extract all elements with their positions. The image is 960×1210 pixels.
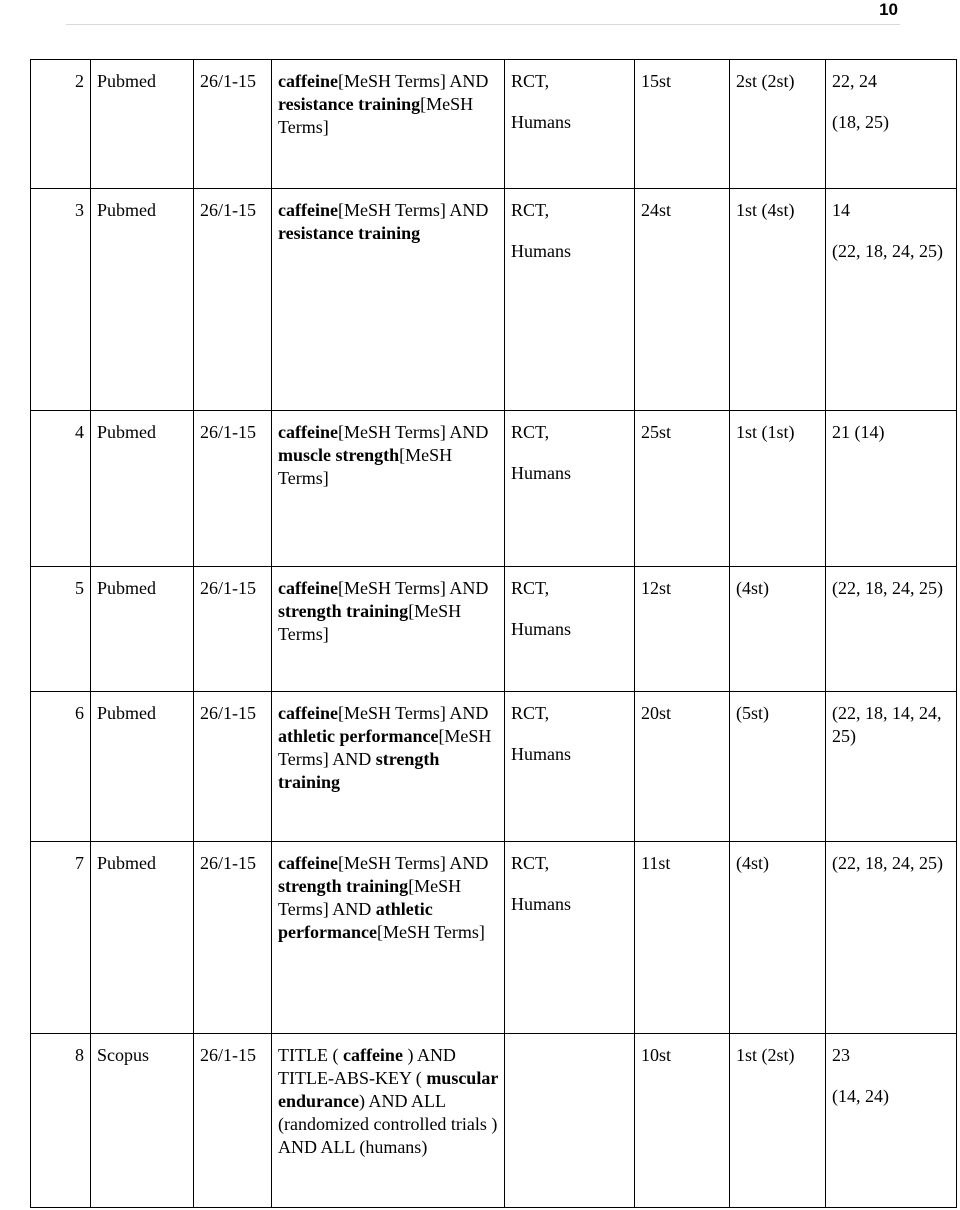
query-keyword: resistance training xyxy=(278,94,421,114)
query-keyword: strength training xyxy=(278,876,409,896)
hit-count: 15st xyxy=(635,60,730,189)
database: Scopus xyxy=(91,1034,194,1208)
row-number: 5 xyxy=(31,567,91,692)
references-main: (22, 18, 14, 24, 25) xyxy=(832,703,942,746)
query-keyword: caffeine xyxy=(342,1045,403,1065)
query-operator: [MeSH Terms] xyxy=(278,94,474,137)
database: Pubmed xyxy=(91,189,194,411)
search-query xyxy=(272,411,505,567)
references xyxy=(826,692,957,842)
database: Pubmed xyxy=(91,692,194,842)
query-keyword: athletic performance xyxy=(278,899,433,942)
hit-count: 12st xyxy=(635,567,730,692)
search-query xyxy=(272,60,505,189)
query-operator: [MeSH Terms] AND xyxy=(337,578,489,598)
query-keyword: muscle strength xyxy=(278,445,400,465)
table-row xyxy=(31,1034,957,1208)
references xyxy=(826,1034,957,1208)
query-keyword: caffeine xyxy=(278,703,338,723)
query-keyword: caffeine xyxy=(278,853,338,873)
references-sub: (22, 18, 24, 25) xyxy=(832,241,943,261)
query-keyword: caffeine xyxy=(278,71,338,91)
query-keyword: strength training xyxy=(278,601,409,621)
query-operator: [MeSH Terms] xyxy=(278,601,462,644)
table-row xyxy=(31,842,957,1034)
query-keyword: resistance training xyxy=(278,223,421,243)
row-number: 7 xyxy=(31,842,91,1034)
query-operator: [MeSH Terms] AND xyxy=(278,876,462,919)
table-row xyxy=(31,189,957,411)
filter-line: RCT, xyxy=(511,71,550,91)
references-main: 21 (14) xyxy=(832,422,885,442)
query-keyword: athletic performance xyxy=(278,726,439,746)
hit-count: 24st xyxy=(635,189,730,411)
database: Pubmed xyxy=(91,567,194,692)
row-number: 2 xyxy=(31,60,91,189)
query-operator: [MeSH Terms] xyxy=(278,445,453,488)
query-operator: [MeSH Terms] AND xyxy=(337,200,489,220)
query-keyword: strength training xyxy=(278,749,440,792)
query-keyword: caffeine xyxy=(278,200,338,220)
references-main: 14 xyxy=(832,200,850,220)
table-body xyxy=(31,60,957,1208)
query-keyword: muscular endurance xyxy=(278,1068,498,1111)
filter-line: Humans xyxy=(511,112,571,132)
row-number: 6 xyxy=(31,692,91,842)
database: Pubmed xyxy=(91,842,194,1034)
hit-count: 25st xyxy=(635,411,730,567)
filter-line: RCT, xyxy=(511,703,550,723)
search-date: 26/1-15 xyxy=(194,1034,272,1208)
search-filter xyxy=(505,189,635,411)
header-rule xyxy=(66,24,900,25)
query-keyword: caffeine xyxy=(278,578,338,598)
search-query xyxy=(272,189,505,411)
references xyxy=(826,60,957,189)
table-row xyxy=(31,567,957,692)
query-operator: [MeSH Terms] AND xyxy=(337,703,489,723)
selected-count: (4st) xyxy=(730,842,826,1034)
selected-count: (4st) xyxy=(730,567,826,692)
query-operator: [MeSH Terms] xyxy=(376,922,485,942)
database: Pubmed xyxy=(91,411,194,567)
search-query xyxy=(272,842,505,1034)
page-number: 10 xyxy=(879,0,898,19)
search-filter xyxy=(505,411,635,567)
references-main: (22, 18, 24, 25) xyxy=(832,853,943,873)
filter-line: Humans xyxy=(511,463,571,483)
filter-line: Humans xyxy=(511,241,571,261)
references xyxy=(826,842,957,1034)
references-sub: (18, 25) xyxy=(832,112,889,132)
query-operator: [MeSH Terms] AND xyxy=(278,726,492,769)
query-operator: [MeSH Terms] AND xyxy=(337,71,489,91)
selected-count: 1st (4st) xyxy=(730,189,826,411)
selected-count: 1st (2st) xyxy=(730,1034,826,1208)
references-sub: (14, 24) xyxy=(832,1086,889,1106)
filter-line: RCT, xyxy=(511,853,550,873)
selected-count: (5st) xyxy=(730,692,826,842)
search-strategy-table xyxy=(30,59,957,1208)
table-row xyxy=(31,692,957,842)
references-main: (22, 18, 24, 25) xyxy=(832,578,943,598)
row-number: 3 xyxy=(31,189,91,411)
row-number: 4 xyxy=(31,411,91,567)
search-query xyxy=(272,692,505,842)
query-keyword: caffeine xyxy=(278,422,338,442)
search-date: 26/1-15 xyxy=(194,189,272,411)
filter-line: RCT, xyxy=(511,200,550,220)
filter-line: RCT, xyxy=(511,422,550,442)
references-main: 22, 24 xyxy=(832,71,877,91)
search-date: 26/1-15 xyxy=(194,567,272,692)
table-row xyxy=(31,411,957,567)
filter-line: Humans xyxy=(511,619,571,639)
search-filter xyxy=(505,692,635,842)
filter-line: Humans xyxy=(511,894,571,914)
search-filter xyxy=(505,567,635,692)
search-filter xyxy=(505,842,635,1034)
hit-count: 20st xyxy=(635,692,730,842)
selected-count: 2st (2st) xyxy=(730,60,826,189)
hit-count: 11st xyxy=(635,842,730,1034)
search-filter xyxy=(505,1034,635,1208)
references xyxy=(826,567,957,692)
row-number: 8 xyxy=(31,1034,91,1208)
references-main: 23 xyxy=(832,1045,850,1065)
query-operator: ) AND TITLE-ABS-KEY ( xyxy=(278,1045,456,1088)
search-date: 26/1-15 xyxy=(194,411,272,567)
query-operator: [MeSH Terms] AND xyxy=(337,853,489,873)
search-date: 26/1-15 xyxy=(194,692,272,842)
database: Pubmed xyxy=(91,60,194,189)
query-operator: TITLE ( xyxy=(278,1045,343,1065)
search-query xyxy=(272,567,505,692)
search-filter xyxy=(505,60,635,189)
query-operator: ) AND ALL (randomized controlled trials ) AND ALL (humans) xyxy=(278,1091,498,1157)
table-row xyxy=(31,60,957,189)
filter-line: Humans xyxy=(511,744,571,764)
selected-count: 1st (1st) xyxy=(730,411,826,567)
references xyxy=(826,189,957,411)
hit-count: 10st xyxy=(635,1034,730,1208)
search-date: 26/1-15 xyxy=(194,842,272,1034)
query-operator: [MeSH Terms] AND xyxy=(337,422,489,442)
search-query xyxy=(272,1034,505,1208)
filter-line: RCT, xyxy=(511,578,550,598)
references xyxy=(826,411,957,567)
search-date: 26/1-15 xyxy=(194,60,272,189)
